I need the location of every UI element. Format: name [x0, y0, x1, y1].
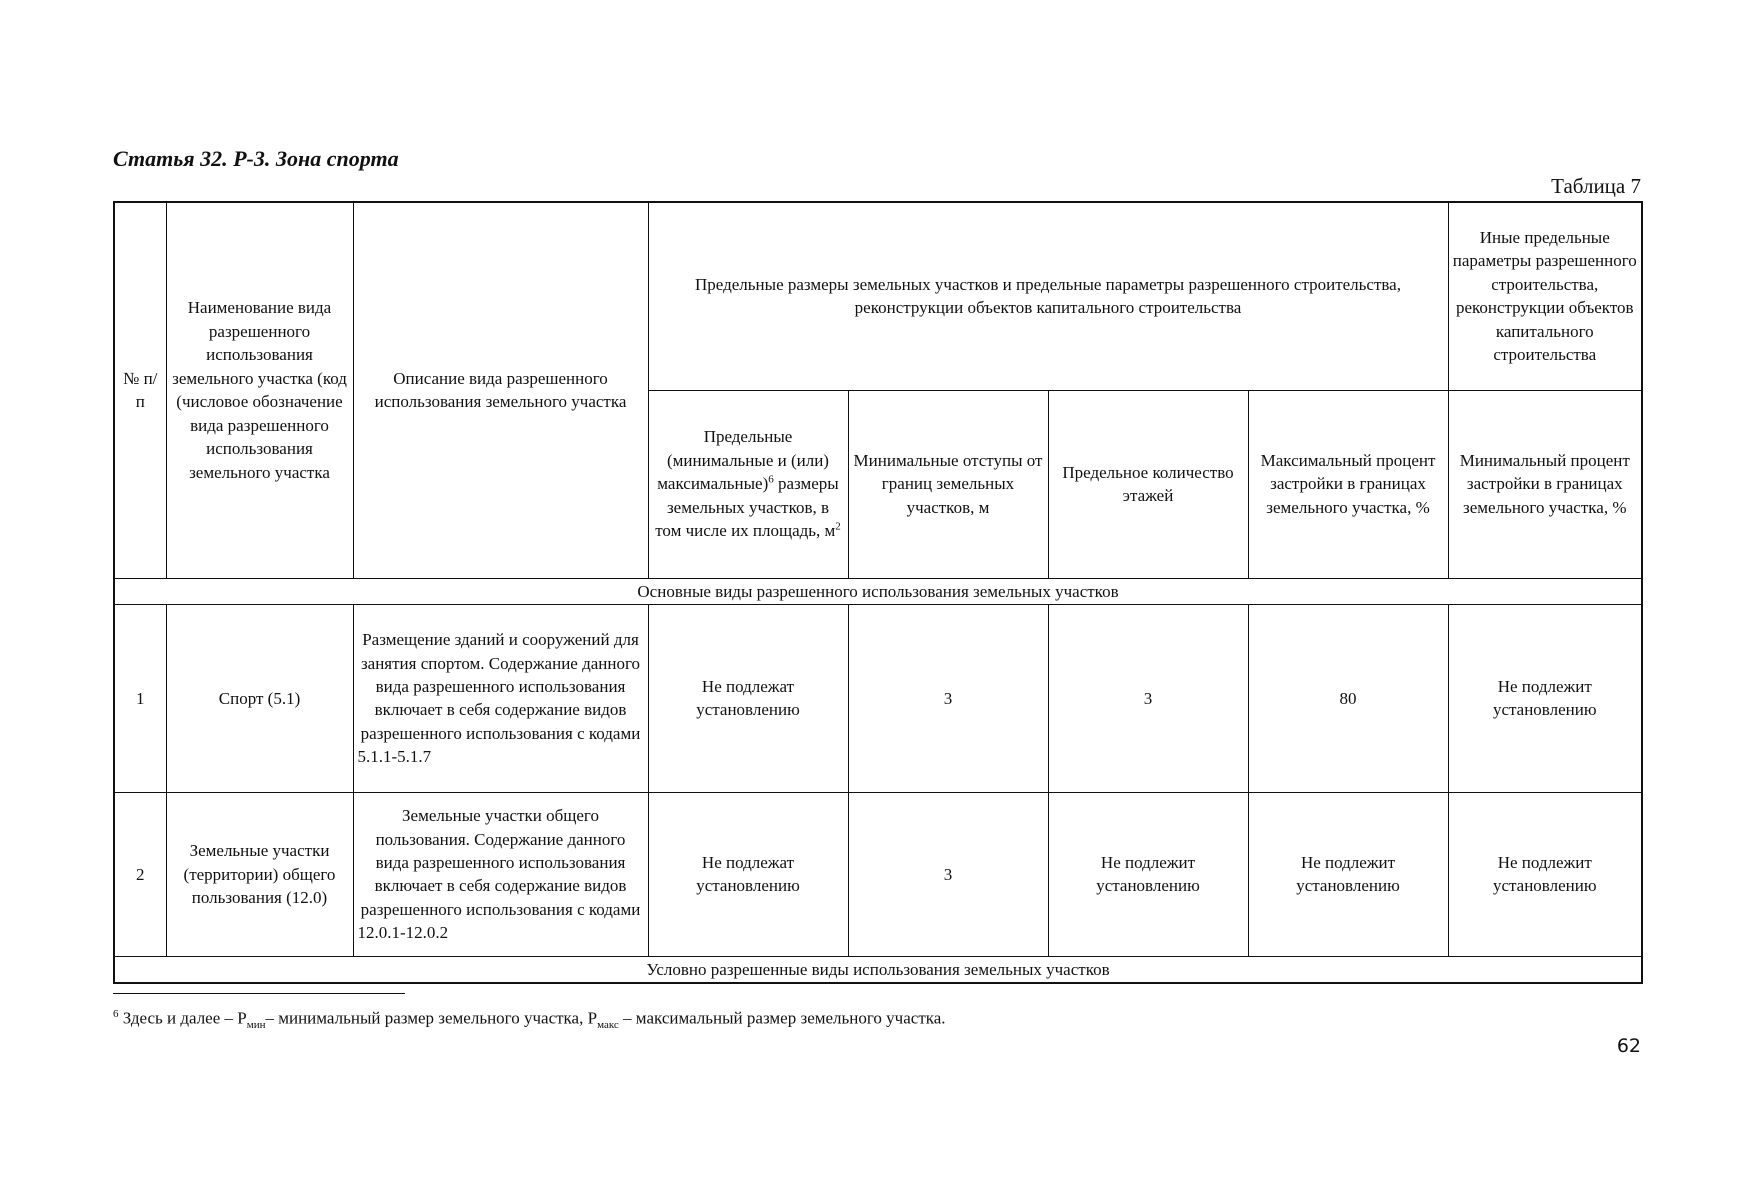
header-floors: Предельное количество этажей [1048, 390, 1248, 578]
header-num: № п/п [114, 202, 166, 578]
header-row-top [114, 202, 1642, 390]
footnote-marker: 6 [113, 1008, 119, 1020]
row-min-coverage: Не подлежит установлению [1448, 604, 1642, 792]
header-size [648, 390, 848, 578]
row-size: Не подлежат установлению [648, 792, 848, 956]
footnote-max-sub: макс [597, 1019, 619, 1032]
header-limits-group: Предельные размеры земельных участков и предельные параметры разрешенного строительства, реконструкции объектов капитального строительства [648, 202, 1448, 390]
header-size-tail: размеры земельных участков, в том числе их площадь, м [655, 474, 839, 541]
header-min-coverage: Минимальный процент застройки в границах земельного участка, % [1448, 390, 1642, 578]
footnote-ref: 6 [768, 473, 774, 486]
row-setbacks: 3 [848, 792, 1048, 956]
section-row-main [114, 578, 1642, 604]
article-heading: Статья 32. Р-3. Зона спорта [113, 146, 399, 171]
row-name: Спорт (5.1) [166, 604, 353, 792]
unit-superscript: 2 [835, 520, 841, 533]
row-description: Размещение зданий и сооружений для занятия спортом. Содержание данного вида разрешенного использования включает в себя содержание видов разрешенного использования с кодами 5.1.1-5.1.7 [353, 604, 648, 792]
header-setbacks: Минимальные отступы от границ земельных участков, м [848, 390, 1048, 578]
table-label: Таблица 7 [1551, 174, 1641, 198]
row-max-coverage: Не подлежит установлению [1248, 792, 1448, 956]
page-number: 62 [1616, 1035, 1641, 1057]
section-conditional: Условно разрешенные виды использования земельных участков [114, 956, 1642, 983]
row-description: Земельные участки общего пользования. Содержание данного вида разрешенного использования включает в себя содержание видов разрешенного использования с кодами 12.0.1-12.0.2 [353, 792, 648, 956]
row-floors: 3 [1048, 604, 1248, 792]
table-row [114, 792, 1642, 956]
footnote [113, 1008, 946, 1031]
footnote-tail: – максимальный размер земельного участка. [618, 1008, 946, 1028]
section-main: Основные виды разрешенного использования земельных участков [114, 578, 1642, 604]
section-row-conditional [114, 956, 1642, 983]
zoning-table [113, 201, 1643, 984]
row-num: 1 [114, 604, 166, 792]
header-description-text: Описание вида разрешенного использования земельного участка [374, 368, 627, 412]
header-description [353, 202, 648, 578]
header-name: Наименование вида разрешенного использования земельного участка (код (числовое обозначение вида разрешенного использования земельного участка [166, 202, 353, 578]
header-max-coverage: Максимальный процент застройки в границах земельного участка, % [1248, 390, 1448, 578]
row-size: Не подлежат установлению [648, 604, 848, 792]
table-row [114, 604, 1642, 792]
row-name: Земельные участки (территории) общего пользования (12.0) [166, 792, 353, 956]
header-size-text: Предельные (минимальные и (или) максимальные) [657, 427, 829, 494]
footnote-lead: Здесь и далее – Р [122, 1008, 247, 1028]
row-num: 2 [114, 792, 166, 956]
footnote-min-sub: мин [246, 1019, 266, 1032]
row-min-coverage: Не подлежит установлению [1448, 792, 1642, 956]
row-setbacks: 3 [848, 604, 1048, 792]
row-floors: Не подлежит установлению [1048, 792, 1248, 956]
header-other-params: Иные предельные параметры разрешенного строительства, реконструкции объектов капитального строительства [1448, 202, 1642, 390]
footnote-divider [113, 993, 405, 994]
footnote-middle: – минимальный размер земельного участка, Р [265, 1008, 598, 1028]
row-max-coverage: 80 [1248, 604, 1448, 792]
